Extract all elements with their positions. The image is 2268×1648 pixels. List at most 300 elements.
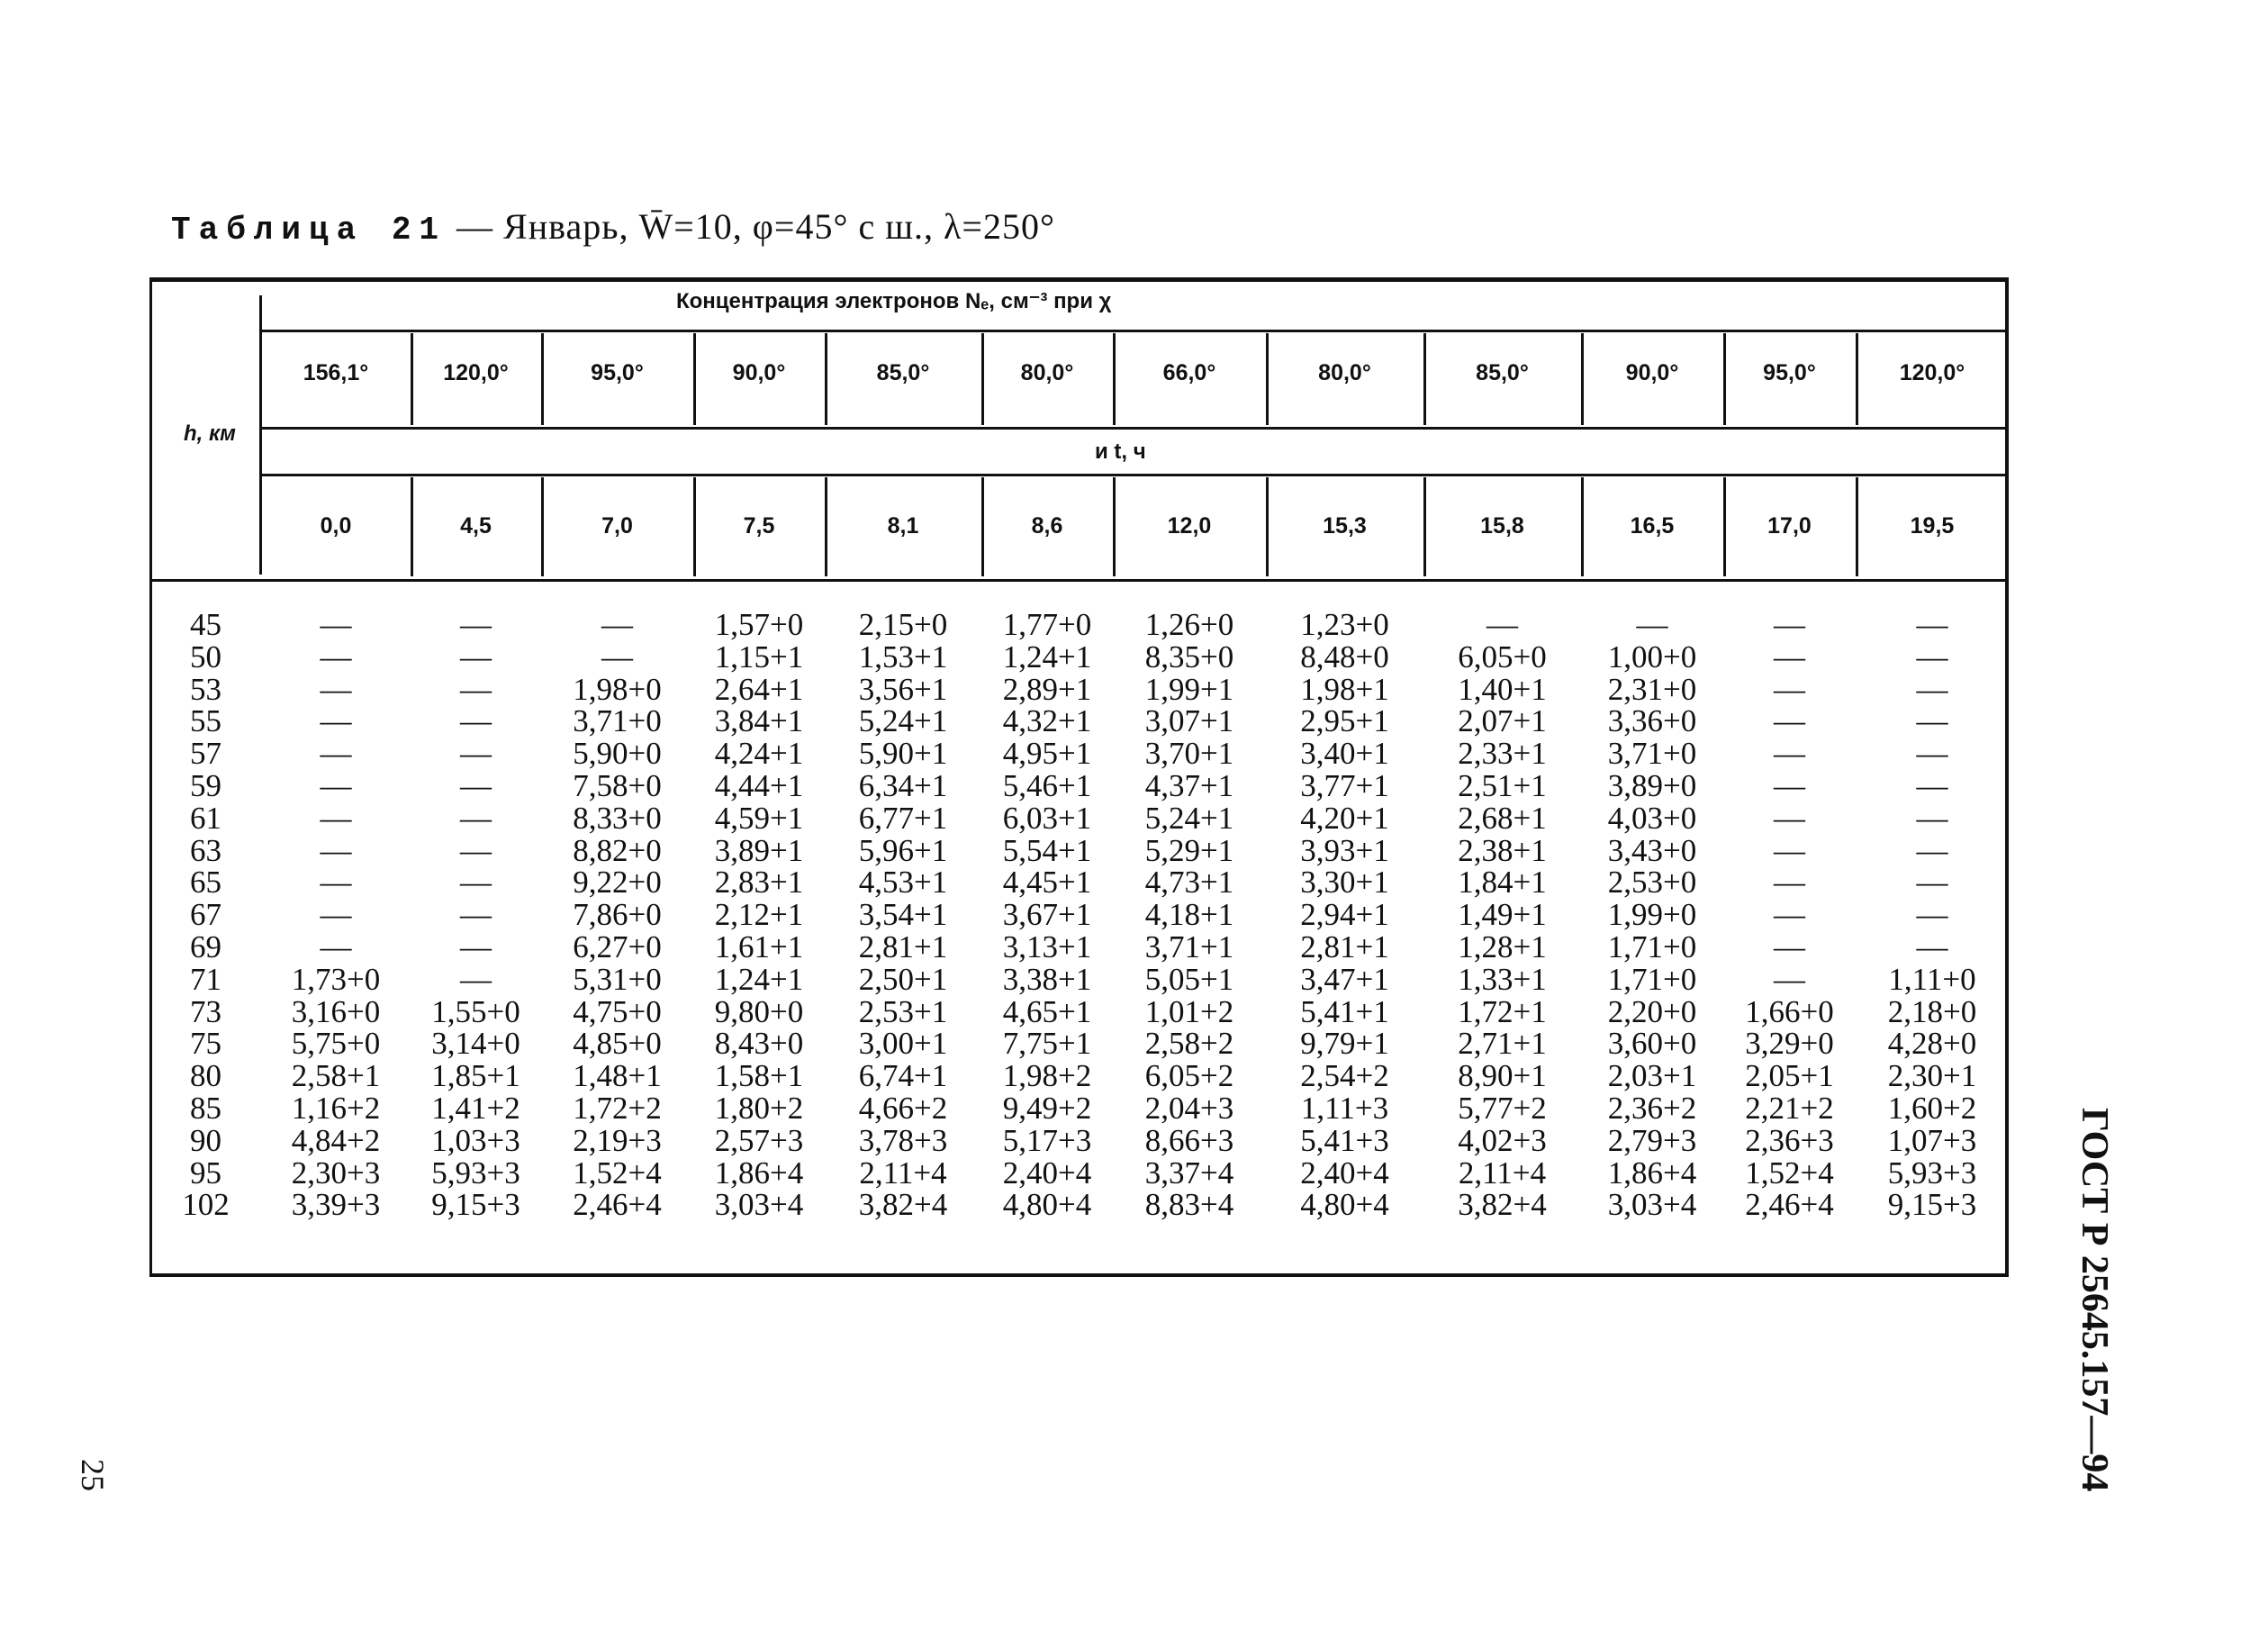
concentration-cell: — bbox=[1916, 865, 1948, 901]
concentration-cell: 1,15+1 bbox=[714, 638, 804, 675]
h-value-cell: 80 bbox=[190, 1058, 221, 1094]
t-header-cell: 17,0 bbox=[1767, 513, 1812, 539]
concentration-cell: 1,61+1 bbox=[714, 928, 804, 964]
h-value-cell: 63 bbox=[190, 832, 221, 868]
h-value-cell: 53 bbox=[190, 671, 221, 707]
table-row bbox=[149, 738, 2009, 770]
concentration-cell: 9,79+1 bbox=[1300, 1026, 1389, 1062]
concentration-cell: 3,78+3 bbox=[858, 1122, 948, 1158]
concentration-cell: 3,56+1 bbox=[858, 671, 948, 707]
concentration-cell: 4,02+3 bbox=[1458, 1122, 1547, 1158]
concentration-cell: 6,05+0 bbox=[1458, 638, 1547, 675]
concentration-cell: — bbox=[1774, 832, 1805, 868]
concentration-cell: — bbox=[320, 736, 352, 772]
table-row bbox=[149, 1122, 2009, 1158]
chi-header-cell: 85,0° bbox=[876, 360, 930, 385]
concentration-cell: 3,71+0 bbox=[1607, 736, 1697, 772]
concentration-cell: 1,41+2 bbox=[431, 1090, 520, 1126]
concentration-cell: 5,41+1 bbox=[1300, 993, 1389, 1029]
concentration-cell: 5,05+1 bbox=[1144, 961, 1234, 997]
concentration-cell: 2,53+1 bbox=[858, 993, 948, 1029]
concentration-cell: 1,57+0 bbox=[714, 607, 804, 642]
concentration-cell: 2,58+1 bbox=[291, 1058, 381, 1094]
concentration-cell: 3,93+1 bbox=[1300, 832, 1389, 868]
concentration-cell: 4,73+1 bbox=[1144, 865, 1234, 901]
concentration-cell: — bbox=[1916, 638, 1948, 675]
chi-header-cell: 66,0° bbox=[1162, 360, 1216, 385]
concentration-cell: — bbox=[1916, 736, 1948, 772]
concentration-cell: — bbox=[460, 638, 492, 675]
header-rule-2 bbox=[261, 427, 2009, 430]
concentration-cell: 3,30+1 bbox=[1300, 865, 1389, 901]
concentration-cell: 2,79+3 bbox=[1607, 1122, 1697, 1158]
chi-header-cell: 90,0° bbox=[732, 360, 786, 385]
concentration-cell: — bbox=[1916, 832, 1948, 868]
concentration-cell: 9,80+0 bbox=[714, 993, 804, 1029]
concentration-cell: 1,40+1 bbox=[1458, 671, 1547, 707]
concentration-cell: 1,48+1 bbox=[573, 1058, 662, 1094]
concentration-cell: 1,33+1 bbox=[1458, 961, 1547, 997]
concentration-cell: 4,32+1 bbox=[1002, 703, 1092, 739]
t-header-cell: 4,5 bbox=[460, 513, 492, 539]
concentration-cell: 2,89+1 bbox=[1002, 671, 1092, 707]
concentration-cell: — bbox=[1774, 897, 1805, 933]
concentration-cell: 3,00+1 bbox=[858, 1026, 948, 1062]
concentration-cell: 2,11+4 bbox=[1458, 1155, 1547, 1191]
concentration-cell: 5,90+0 bbox=[573, 736, 662, 772]
concentration-cell: 4,44+1 bbox=[714, 767, 804, 803]
concentration-header: Концентрация электронов Nₑ, см⁻³ при χ bbox=[676, 289, 1112, 313]
concentration-cell: 2,40+4 bbox=[1300, 1155, 1389, 1191]
concentration-cell: 3,07+1 bbox=[1144, 703, 1234, 739]
t-column-divider bbox=[1113, 477, 1116, 576]
h-value-cell: 61 bbox=[190, 800, 221, 836]
t-column-divider bbox=[1423, 477, 1426, 576]
concentration-cell: — bbox=[1774, 607, 1805, 642]
concentration-cell: — bbox=[320, 607, 352, 642]
t-header-cell: 15,8 bbox=[1480, 513, 1524, 539]
concentration-cell: 3,71+0 bbox=[573, 703, 662, 739]
concentration-cell: 5,17+3 bbox=[1002, 1122, 1092, 1158]
concentration-cell: 3,82+4 bbox=[1458, 1187, 1547, 1223]
chi-header-cell: 120,0° bbox=[1899, 360, 1965, 385]
header-rule-1 bbox=[261, 330, 2009, 332]
concentration-cell: 4,45+1 bbox=[1002, 865, 1092, 901]
concentration-cell: — bbox=[460, 736, 492, 772]
concentration-cell: 1,99+0 bbox=[1607, 897, 1697, 933]
h-value-cell: 67 bbox=[190, 897, 221, 933]
concentration-cell: 3,77+1 bbox=[1300, 767, 1389, 803]
chi-column-divider bbox=[411, 333, 413, 425]
concentration-cell: 9,15+3 bbox=[1887, 1187, 1977, 1223]
chi-column-divider bbox=[1266, 333, 1269, 425]
concentration-cell: 1,66+0 bbox=[1745, 993, 1834, 1029]
table-title bbox=[171, 205, 1055, 249]
concentration-cell: 5,90+1 bbox=[858, 736, 948, 772]
chi-header-cell: 95,0° bbox=[591, 360, 644, 385]
concentration-cell: 3,89+1 bbox=[714, 832, 804, 868]
table-row bbox=[149, 705, 2009, 738]
concentration-cell: 2,03+1 bbox=[1607, 1058, 1697, 1094]
concentration-cell: 3,14+0 bbox=[431, 1026, 520, 1062]
concentration-cell: 1,77+0 bbox=[1002, 607, 1092, 642]
concentration-cell: — bbox=[460, 865, 492, 901]
concentration-cell: — bbox=[460, 800, 492, 836]
concentration-cell: 2,19+3 bbox=[573, 1122, 662, 1158]
concentration-cell: 4,84+2 bbox=[291, 1122, 381, 1158]
concentration-cell: — bbox=[1774, 736, 1805, 772]
concentration-cell: 2,81+1 bbox=[858, 928, 948, 964]
t-column-divider bbox=[1856, 477, 1858, 576]
t-column-divider bbox=[411, 477, 413, 576]
h-value-cell: 45 bbox=[190, 607, 221, 642]
concentration-cell: 2,95+1 bbox=[1300, 703, 1389, 739]
concentration-cell: — bbox=[320, 800, 352, 836]
concentration-cell: 5,54+1 bbox=[1002, 832, 1092, 868]
table-row bbox=[149, 1157, 2009, 1190]
page-number: 25 bbox=[75, 1459, 111, 1491]
table-row bbox=[149, 1189, 2009, 1221]
concentration-cell: 2,83+1 bbox=[714, 865, 804, 901]
h-value-cell: 57 bbox=[190, 736, 221, 772]
concentration-cell: 2,07+1 bbox=[1458, 703, 1547, 739]
chi-column-divider bbox=[1423, 333, 1426, 425]
concentration-cell: 1,49+1 bbox=[1458, 897, 1547, 933]
table-row bbox=[149, 671, 2009, 707]
table-row bbox=[149, 866, 2009, 899]
concentration-cell: — bbox=[1916, 767, 1948, 803]
concentration-cell: 2,40+4 bbox=[1002, 1155, 1092, 1191]
concentration-cell: 3,43+0 bbox=[1607, 832, 1697, 868]
t-header-cell: 8,1 bbox=[887, 513, 919, 539]
concentration-cell: 5,46+1 bbox=[1002, 767, 1092, 803]
concentration-cell: 6,27+0 bbox=[573, 928, 662, 964]
concentration-cell: 3,60+0 bbox=[1607, 1026, 1697, 1062]
concentration-cell: 3,54+1 bbox=[858, 897, 948, 933]
concentration-cell: 1,24+1 bbox=[714, 961, 804, 997]
concentration-cell: 3,39+3 bbox=[291, 1187, 381, 1223]
concentration-cell: 3,38+1 bbox=[1002, 961, 1092, 997]
concentration-cell: 4,24+1 bbox=[714, 736, 804, 772]
h-value-cell: 59 bbox=[190, 767, 221, 803]
concentration-cell: 4,65+1 bbox=[1002, 993, 1092, 1029]
concentration-cell: 1,00+0 bbox=[1607, 638, 1697, 675]
concentration-cell: 1,26+0 bbox=[1144, 607, 1234, 642]
concentration-cell: 2,64+1 bbox=[714, 671, 804, 707]
h-value-cell: 55 bbox=[190, 703, 221, 739]
concentration-cell: 2,12+1 bbox=[714, 897, 804, 933]
concentration-cell: 3,16+0 bbox=[291, 993, 381, 1029]
concentration-cell: 3,70+1 bbox=[1144, 736, 1234, 772]
concentration-cell: 3,36+0 bbox=[1607, 703, 1697, 739]
concentration-cell: — bbox=[460, 897, 492, 933]
chi-column-divider bbox=[825, 333, 827, 425]
concentration-cell: 2,15+0 bbox=[858, 607, 948, 642]
concentration-cell: 4,85+0 bbox=[573, 1026, 662, 1062]
concentration-cell: — bbox=[1916, 928, 1948, 964]
concentration-cell: 2,21+2 bbox=[1745, 1090, 1834, 1126]
concentration-cell: — bbox=[1774, 928, 1805, 964]
concentration-cell: 6,03+1 bbox=[1002, 800, 1092, 836]
concentration-cell: 1,52+4 bbox=[1745, 1155, 1834, 1191]
chi-header-cell: 80,0° bbox=[1020, 360, 1074, 385]
concentration-cell: 9,15+3 bbox=[431, 1187, 520, 1223]
concentration-cell: 3,71+1 bbox=[1144, 928, 1234, 964]
concentration-cell: 2,38+1 bbox=[1458, 832, 1547, 868]
concentration-cell: 4,80+4 bbox=[1002, 1187, 1092, 1223]
concentration-cell: 1,03+3 bbox=[431, 1122, 520, 1158]
h-value-cell: 90 bbox=[190, 1122, 221, 1158]
t-header-cell: 7,0 bbox=[601, 513, 633, 539]
concentration-cell: — bbox=[320, 832, 352, 868]
concentration-cell: 1,80+2 bbox=[714, 1090, 804, 1126]
concentration-cell: 1,73+0 bbox=[291, 961, 381, 997]
table-row bbox=[149, 961, 2009, 997]
t-column-divider bbox=[825, 477, 827, 576]
concentration-cell: — bbox=[1774, 961, 1805, 997]
concentration-cell: 8,48+0 bbox=[1300, 638, 1389, 675]
concentration-cell: 6,34+1 bbox=[858, 767, 948, 803]
concentration-cell: 1,23+0 bbox=[1300, 607, 1389, 642]
concentration-cell: 4,95+1 bbox=[1002, 736, 1092, 772]
table-number: Таблица 21 bbox=[171, 212, 447, 249]
concentration-cell: 1,24+1 bbox=[1002, 638, 1092, 675]
chi-header-cell: 120,0° bbox=[443, 360, 509, 385]
concentration-cell: 4,37+1 bbox=[1144, 767, 1234, 803]
concentration-cell: 1,07+3 bbox=[1887, 1122, 1977, 1158]
concentration-cell: — bbox=[320, 638, 352, 675]
concentration-cell: 8,82+0 bbox=[573, 832, 662, 868]
concentration-cell: 8,83+4 bbox=[1144, 1187, 1234, 1223]
header-rule-3 bbox=[261, 474, 2009, 476]
concentration-cell: 4,53+1 bbox=[858, 865, 948, 901]
chi-column-divider bbox=[1581, 333, 1584, 425]
concentration-cell: — bbox=[1486, 607, 1518, 642]
concentration-cell: 2,68+1 bbox=[1458, 800, 1547, 836]
t-header-cell: 19,5 bbox=[1910, 513, 1955, 539]
concentration-cell: 2,20+0 bbox=[1607, 993, 1697, 1029]
concentration-cell: 2,31+0 bbox=[1607, 671, 1697, 707]
concentration-cell: 3,03+4 bbox=[1607, 1187, 1697, 1223]
concentration-cell: 6,05+2 bbox=[1144, 1058, 1234, 1094]
concentration-cell: 2,05+1 bbox=[1745, 1058, 1834, 1094]
concentration-cell: 5,93+3 bbox=[1887, 1155, 1977, 1191]
concentration-cell: 2,54+2 bbox=[1300, 1058, 1389, 1094]
chi-column-divider bbox=[541, 333, 544, 425]
concentration-cell: 3,84+1 bbox=[714, 703, 804, 739]
concentration-cell: 1,60+2 bbox=[1887, 1090, 1977, 1126]
h-value-cell: 69 bbox=[190, 928, 221, 964]
table-row bbox=[149, 638, 2009, 675]
concentration-cell: 1,55+0 bbox=[431, 993, 520, 1029]
concentration-cell: 5,29+1 bbox=[1144, 832, 1234, 868]
concentration-cell: 4,75+0 bbox=[573, 993, 662, 1029]
concentration-cell: 3,47+1 bbox=[1300, 961, 1389, 997]
t-column-divider bbox=[981, 477, 984, 576]
concentration-cell: 2,81+1 bbox=[1300, 928, 1389, 964]
concentration-cell: — bbox=[320, 928, 352, 964]
h-value-cell: 50 bbox=[190, 638, 221, 675]
concentration-cell: 2,53+0 bbox=[1607, 865, 1697, 901]
concentration-cell: — bbox=[601, 638, 633, 675]
concentration-cell: 5,96+1 bbox=[858, 832, 948, 868]
concentration-cell: 5,24+1 bbox=[858, 703, 948, 739]
concentration-cell: 1,58+1 bbox=[714, 1058, 804, 1094]
concentration-cell: — bbox=[1916, 800, 1948, 836]
chi-column-divider bbox=[693, 333, 696, 425]
h-value-cell: 95 bbox=[190, 1155, 221, 1191]
concentration-cell: 1,52+4 bbox=[573, 1155, 662, 1191]
concentration-cell: 4,66+2 bbox=[858, 1090, 948, 1126]
concentration-cell: 5,31+0 bbox=[573, 961, 662, 997]
chi-header-cell: 90,0° bbox=[1625, 360, 1679, 385]
concentration-cell: 1,16+2 bbox=[291, 1090, 381, 1126]
concentration-cell: 1,72+2 bbox=[573, 1090, 662, 1126]
concentration-cell: 9,49+2 bbox=[1002, 1090, 1092, 1126]
concentration-cell: 4,20+1 bbox=[1300, 800, 1389, 836]
chi-header-cell: 95,0° bbox=[1763, 360, 1816, 385]
concentration-cell: 1,98+1 bbox=[1300, 671, 1389, 707]
concentration-cell: 4,59+1 bbox=[714, 800, 804, 836]
concentration-cell: 3,37+4 bbox=[1144, 1155, 1234, 1191]
concentration-cell: — bbox=[1774, 638, 1805, 675]
concentration-cell: 2,33+1 bbox=[1458, 736, 1547, 772]
concentration-cell: 6,77+1 bbox=[858, 800, 948, 836]
concentration-cell: 8,33+0 bbox=[573, 800, 662, 836]
table-bottom-rule bbox=[149, 1273, 2009, 1277]
concentration-cell: 2,46+4 bbox=[573, 1187, 662, 1223]
concentration-cell: 2,36+3 bbox=[1745, 1122, 1834, 1158]
concentration-cell: 2,71+1 bbox=[1458, 1026, 1547, 1062]
table-row bbox=[149, 802, 2009, 835]
concentration-cell: 1,28+1 bbox=[1458, 928, 1547, 964]
concentration-cell: — bbox=[1916, 897, 1948, 933]
chi-header-cell: 156,1° bbox=[303, 360, 369, 385]
table-row bbox=[149, 899, 2009, 931]
concentration-cell: — bbox=[320, 767, 352, 803]
concentration-cell: — bbox=[1774, 671, 1805, 707]
concentration-cell: 1,98+2 bbox=[1002, 1058, 1092, 1094]
concentration-cell: 2,30+3 bbox=[291, 1155, 381, 1191]
concentration-cell: 5,93+3 bbox=[431, 1155, 520, 1191]
concentration-cell: 1,99+1 bbox=[1144, 671, 1234, 707]
t-column-divider bbox=[541, 477, 544, 576]
concentration-cell: 2,57+3 bbox=[714, 1122, 804, 1158]
h-value-cell: 73 bbox=[190, 993, 221, 1029]
concentration-cell: — bbox=[460, 961, 492, 997]
concentration-cell: 1,84+1 bbox=[1458, 865, 1547, 901]
concentration-cell: 3,40+1 bbox=[1300, 736, 1389, 772]
concentration-cell: 5,41+3 bbox=[1300, 1122, 1389, 1158]
h-value-cell: 75 bbox=[190, 1026, 221, 1062]
concentration-cell: 5,77+2 bbox=[1458, 1090, 1547, 1126]
chi-column-divider bbox=[1723, 333, 1726, 425]
concentration-cell: — bbox=[460, 671, 492, 707]
table-row bbox=[149, 928, 2009, 964]
t-header-cell: 0,0 bbox=[320, 513, 352, 539]
table-top-rule bbox=[149, 277, 2009, 282]
concentration-cell: — bbox=[460, 703, 492, 739]
concentration-cell: 1,71+0 bbox=[1607, 961, 1697, 997]
t-column-divider bbox=[1581, 477, 1584, 576]
concentration-cell: 8,90+1 bbox=[1458, 1058, 1547, 1094]
concentration-cell: 4,80+4 bbox=[1300, 1187, 1389, 1223]
table-row bbox=[149, 993, 2009, 1029]
concentration-cell: — bbox=[1916, 607, 1948, 642]
concentration-cell: 2,36+2 bbox=[1607, 1090, 1697, 1126]
concentration-cell: 8,35+0 bbox=[1144, 638, 1234, 675]
concentration-cell: 2,51+1 bbox=[1458, 767, 1547, 803]
concentration-cell: 2,30+1 bbox=[1887, 1058, 1977, 1094]
concentration-cell: — bbox=[1916, 671, 1948, 707]
t-header-cell: 16,5 bbox=[1630, 513, 1675, 539]
table-row bbox=[149, 1028, 2009, 1060]
concentration-cell: — bbox=[460, 607, 492, 642]
t-column-divider bbox=[1266, 477, 1269, 576]
concentration-cell: — bbox=[320, 865, 352, 901]
concentration-cell: — bbox=[320, 897, 352, 933]
table-row bbox=[149, 609, 2009, 641]
table-row bbox=[149, 767, 2009, 803]
table-row bbox=[149, 832, 2009, 868]
concentration-cell: 4,03+0 bbox=[1607, 800, 1697, 836]
chi-column-divider bbox=[1856, 333, 1858, 425]
concentration-cell: 2,46+4 bbox=[1745, 1187, 1834, 1223]
concentration-cell: 7,86+0 bbox=[573, 897, 662, 933]
concentration-cell: — bbox=[1774, 800, 1805, 836]
concentration-cell: 1,98+0 bbox=[573, 671, 662, 707]
concentration-cell: — bbox=[1774, 767, 1805, 803]
concentration-cell: 9,22+0 bbox=[573, 865, 662, 901]
concentration-cell: 1,53+1 bbox=[858, 638, 948, 675]
document-code: ГОСТ Р 25645.157—94 bbox=[2074, 1108, 2115, 1492]
chi-column-divider bbox=[981, 333, 984, 425]
concentration-cell: — bbox=[460, 767, 492, 803]
t-header-cell: 15,3 bbox=[1323, 513, 1367, 539]
concentration-cell: — bbox=[1636, 607, 1668, 642]
concentration-cell: 1,11+0 bbox=[1888, 961, 1976, 997]
concentration-cell: 1,71+0 bbox=[1607, 928, 1697, 964]
concentration-cell: 3,03+4 bbox=[714, 1187, 804, 1223]
concentration-cell: — bbox=[320, 671, 352, 707]
concentration-cell: 2,50+1 bbox=[858, 961, 948, 997]
concentration-cell: 2,04+3 bbox=[1144, 1090, 1234, 1126]
concentration-cell: 5,24+1 bbox=[1144, 800, 1234, 836]
concentration-cell: 7,58+0 bbox=[573, 767, 662, 803]
concentration-cell: 7,75+1 bbox=[1002, 1026, 1092, 1062]
concentration-cell: 1,86+4 bbox=[714, 1155, 804, 1191]
h-value-cell: 102 bbox=[182, 1187, 230, 1223]
concentration-cell: 3,67+1 bbox=[1002, 897, 1092, 933]
table-body bbox=[149, 609, 2009, 1221]
concentration-cell: — bbox=[1774, 865, 1805, 901]
concentration-cell: 3,13+1 bbox=[1002, 928, 1092, 964]
concentration-cell: 4,28+0 bbox=[1887, 1026, 1977, 1062]
chi-header-cell: 85,0° bbox=[1476, 360, 1529, 385]
data-table bbox=[149, 277, 2009, 1277]
concentration-cell: 3,82+4 bbox=[858, 1187, 948, 1223]
t-header-cell: 8,6 bbox=[1031, 513, 1063, 539]
chi-column-divider bbox=[1113, 333, 1116, 425]
concentration-cell: 5,75+0 bbox=[291, 1026, 381, 1062]
concentration-cell: — bbox=[1774, 703, 1805, 739]
concentration-cell: 6,74+1 bbox=[858, 1058, 948, 1094]
concentration-cell: 1,01+2 bbox=[1144, 993, 1234, 1029]
h-value-cell: 71 bbox=[190, 961, 221, 997]
t-header-cell: 12,0 bbox=[1167, 513, 1212, 539]
table-caption: — Январь, W̄=10, φ=45° с ш., λ=250° bbox=[447, 206, 1055, 247]
concentration-cell: — bbox=[320, 703, 352, 739]
